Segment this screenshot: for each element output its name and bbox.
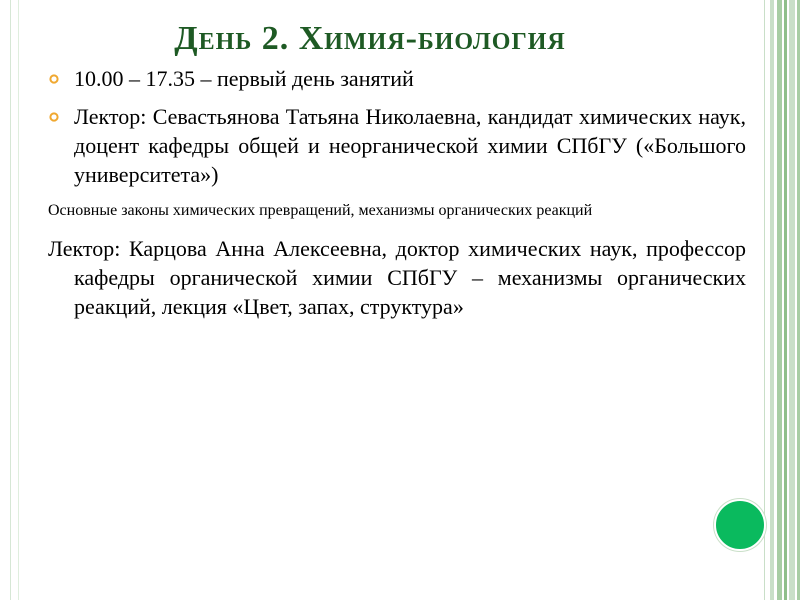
circle-bullet-icon xyxy=(49,112,59,122)
list-item xyxy=(48,64,746,93)
green-circle-icon xyxy=(714,499,766,551)
list-item-text: Лектор: Севастьянова Татьяна Николаевна, кандидат химических наук, доцент кафедры общей и неорганической химии СПбГУ («Большого университета») xyxy=(74,104,746,187)
circle-bullet-icon xyxy=(49,74,59,84)
slide-content xyxy=(48,64,746,321)
list-item: Основные законы химических превращений, механизмы органических реакций xyxy=(48,202,593,219)
list-item xyxy=(48,102,746,189)
decorative-stripes xyxy=(767,0,800,600)
list-item: Лектор: Карцова Анна Алексеевна, доктор химических наук, профессор кафедры органической химии СПбГУ – механизмы органических реакций, лекция «Цвет, запах, структура» xyxy=(48,236,746,319)
list-item-text: 10.00 – 17.35 – первый день занятий xyxy=(74,66,414,91)
slide-title: День 2. Химия-биология xyxy=(174,20,566,57)
